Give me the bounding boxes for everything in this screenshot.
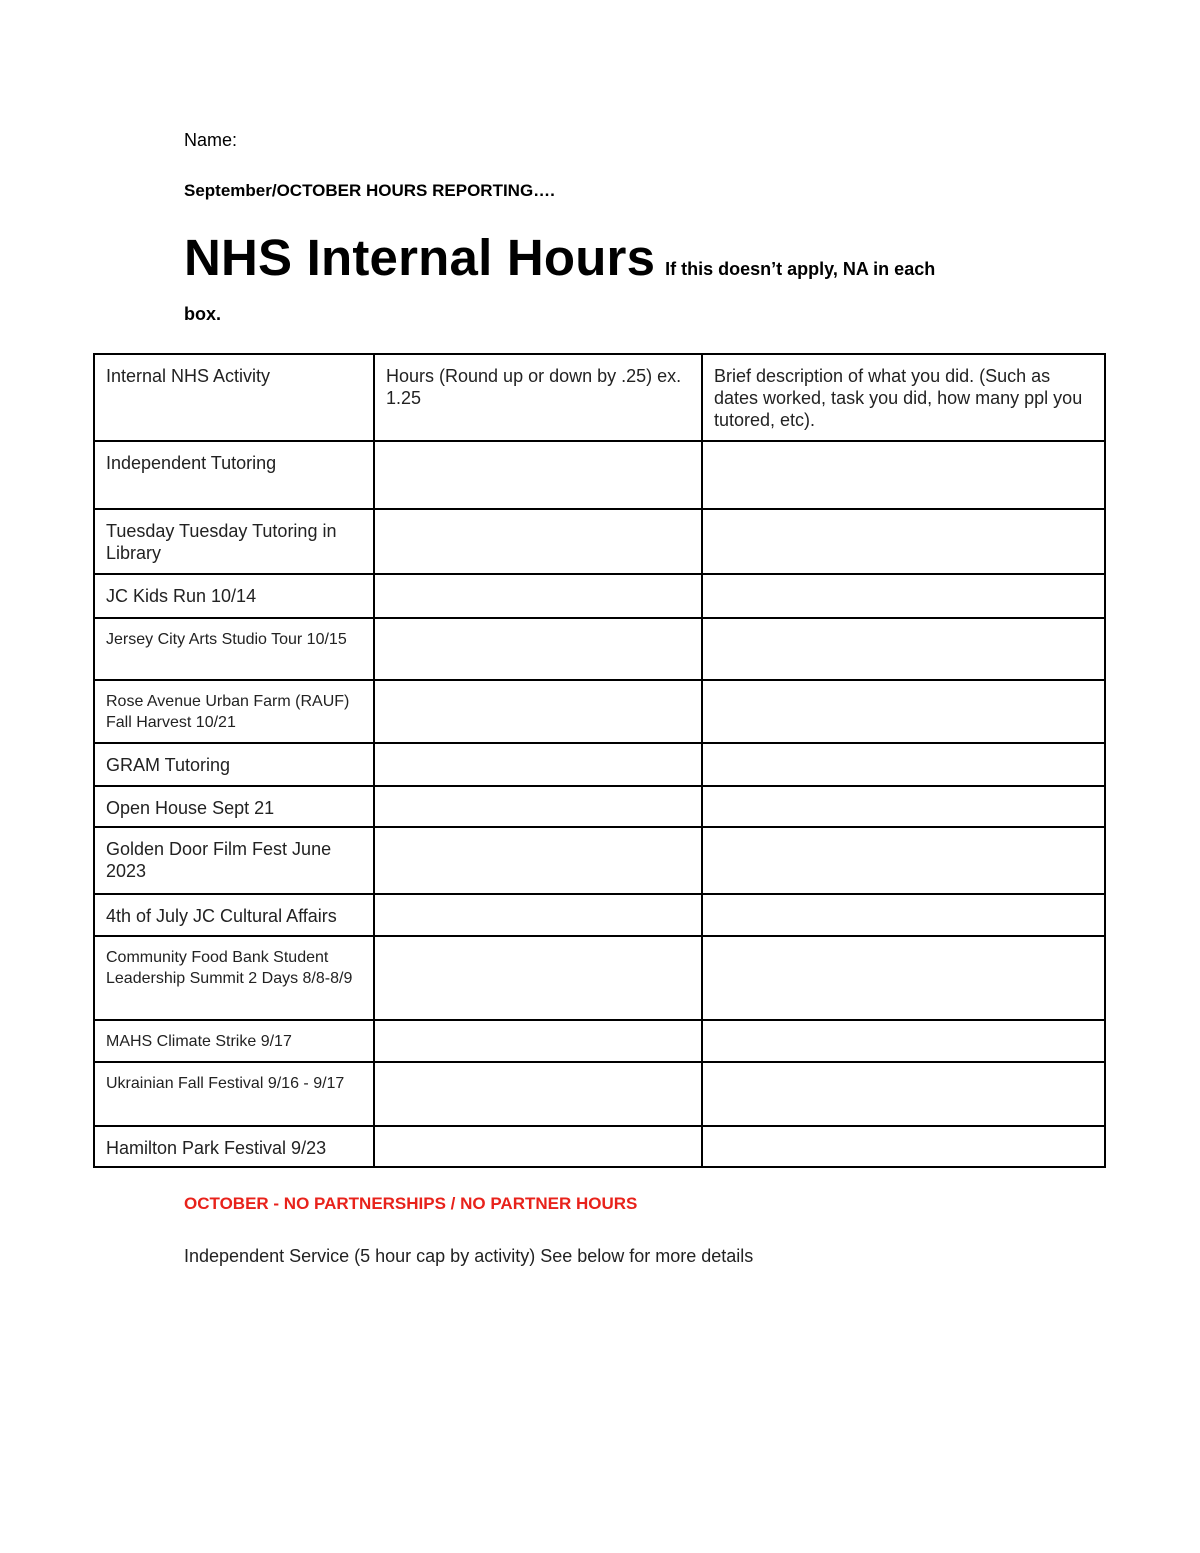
activity-cell: Open House Sept 21 — [94, 786, 374, 827]
description-cell[interactable] — [702, 743, 1105, 786]
table-row — [94, 441, 1105, 509]
header-hours: Hours (Round up or down by .25) ex. 1.25 — [374, 354, 702, 441]
table-row — [94, 936, 1105, 1020]
reporting-title: September/OCTOBER HOURS REPORTING…. — [184, 181, 555, 200]
description-cell[interactable] — [702, 1020, 1105, 1062]
description-cell[interactable] — [702, 509, 1105, 574]
activity-cell: Community Food Bank Student Leadership Summit 2 Days 8/8-8/9 — [94, 936, 374, 1020]
hours-cell[interactable] — [374, 574, 702, 618]
description-cell[interactable] — [702, 827, 1105, 894]
table-row — [94, 618, 1105, 680]
activity-cell: Hamilton Park Festival 9/23 — [94, 1126, 374, 1167]
name-label: Name: — [184, 130, 238, 150]
activity-cell: Jersey City Arts Studio Tour 10/15 — [94, 618, 374, 680]
heading-note-continued: box. — [184, 304, 222, 324]
table-row — [94, 574, 1105, 618]
description-cell[interactable] — [702, 680, 1105, 743]
heading-title: NHS Internal Hours — [184, 229, 656, 286]
activity-cell: 4th of July JC Cultural Affairs — [94, 894, 374, 936]
header-activity: Internal NHS Activity — [94, 354, 374, 441]
section-heading — [184, 229, 1024, 324]
table-row — [94, 786, 1105, 827]
october-notice: OCTOBER - NO PARTNERSHIPS / NO PARTNER HOURS — [184, 1194, 638, 1213]
description-cell[interactable] — [702, 786, 1105, 827]
table-row — [94, 894, 1105, 936]
activity-cell: Independent Tutoring — [94, 441, 374, 509]
description-cell[interactable] — [702, 1126, 1105, 1167]
hours-cell[interactable] — [374, 743, 702, 786]
table-row — [94, 1020, 1105, 1062]
hours-cell[interactable] — [374, 680, 702, 743]
heading-note: If this doesn’t apply, NA in each — [665, 259, 936, 279]
description-cell[interactable] — [702, 936, 1105, 1020]
table-row — [94, 509, 1105, 574]
description-cell[interactable] — [702, 574, 1105, 618]
table-row — [94, 827, 1105, 894]
activity-cell: JC Kids Run 10/14 — [94, 574, 374, 618]
hours-cell[interactable] — [374, 509, 702, 574]
activity-cell: Tuesday Tuesday Tutoring in Library — [94, 509, 374, 574]
description-cell[interactable] — [702, 1062, 1105, 1126]
internal-hours-table — [93, 353, 1106, 1168]
hours-cell[interactable] — [374, 1020, 702, 1062]
hours-cell[interactable] — [374, 618, 702, 680]
activity-cell: Golden Door Film Fest June 2023 — [94, 827, 374, 894]
table-row — [94, 1062, 1105, 1126]
description-cell[interactable] — [702, 894, 1105, 936]
hours-cell[interactable] — [374, 827, 702, 894]
table-row — [94, 743, 1105, 786]
hours-cell[interactable] — [374, 894, 702, 936]
activity-cell: Rose Avenue Urban Farm (RAUF) Fall Harvest 10/21 — [94, 680, 374, 743]
activity-cell: Ukrainian Fall Festival 9/16 - 9/17 — [94, 1062, 374, 1126]
header-description: Brief description of what you did. (Such as dates worked, task you did, how many ppl you tutored, etc). — [702, 354, 1105, 441]
table-header-row — [94, 354, 1105, 441]
table-row — [94, 1126, 1105, 1167]
activity-cell: GRAM Tutoring — [94, 743, 374, 786]
activity-cell: MAHS Climate Strike 9/17 — [94, 1020, 374, 1062]
hours-cell[interactable] — [374, 786, 702, 827]
description-cell[interactable] — [702, 618, 1105, 680]
hours-cell[interactable] — [374, 1126, 702, 1167]
hours-cell[interactable] — [374, 1062, 702, 1126]
description-cell[interactable] — [702, 441, 1105, 509]
table-row — [94, 680, 1105, 743]
independent-service-note: Independent Service (5 hour cap by activity) See below for more details — [184, 1246, 754, 1266]
hours-cell[interactable] — [374, 441, 702, 509]
hours-cell[interactable] — [374, 936, 702, 1020]
